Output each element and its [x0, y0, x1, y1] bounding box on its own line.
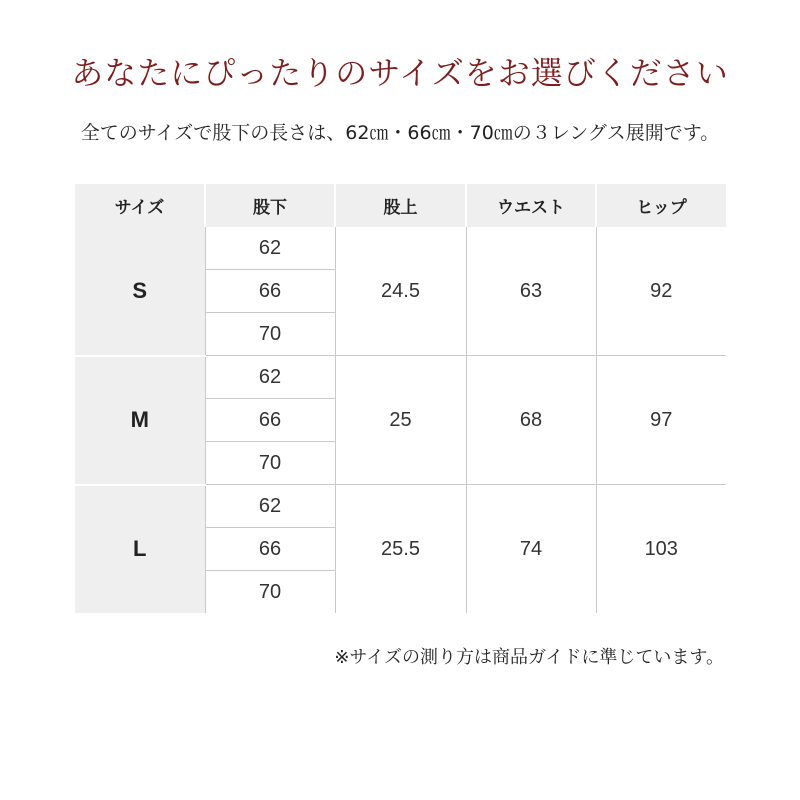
hip-value: 103	[596, 485, 726, 614]
table-row	[75, 485, 726, 528]
inseam-value: 66	[205, 270, 335, 313]
inseam-value: 70	[205, 313, 335, 356]
header-inseam: 股下	[205, 184, 335, 227]
header-size: サイズ	[75, 184, 205, 227]
hip-value: 97	[596, 356, 726, 485]
header-hip: ヒップ	[596, 184, 726, 227]
header-waist: ウエスト	[466, 184, 596, 227]
inseam-value: 70	[205, 571, 335, 614]
waist-value: 74	[466, 485, 596, 614]
table-row	[75, 227, 726, 270]
rise-value: 25.5	[335, 485, 466, 614]
inseam-value: 70	[205, 442, 335, 485]
inseam-value: 62	[205, 227, 335, 270]
inseam-value: 62	[205, 356, 335, 399]
table-row	[75, 356, 726, 399]
page-title: あなたにぴったりのサイズをお選びください	[71, 54, 729, 92]
size-label-l: L	[75, 485, 205, 614]
header-rise: 股上	[335, 184, 466, 227]
table-header-row	[75, 184, 726, 227]
size-label-m: M	[75, 356, 205, 485]
hip-value: 92	[596, 227, 726, 356]
waist-value: 68	[466, 356, 596, 485]
inseam-value: 66	[205, 399, 335, 442]
size-chart-table	[75, 184, 726, 613]
size-label-s: S	[75, 227, 205, 356]
measurement-note: ※サイズの測り方は商品ガイドに準じています。	[334, 647, 724, 668]
rise-value: 25	[335, 356, 466, 485]
waist-value: 63	[466, 227, 596, 356]
inseam-value: 62	[205, 485, 335, 528]
inseam-value: 66	[205, 528, 335, 571]
rise-value: 24.5	[335, 227, 466, 356]
length-info-text: 全てのサイズで股下の長さは、62㎝・66㎝・70㎝の３レングス展開です。	[80, 122, 720, 144]
